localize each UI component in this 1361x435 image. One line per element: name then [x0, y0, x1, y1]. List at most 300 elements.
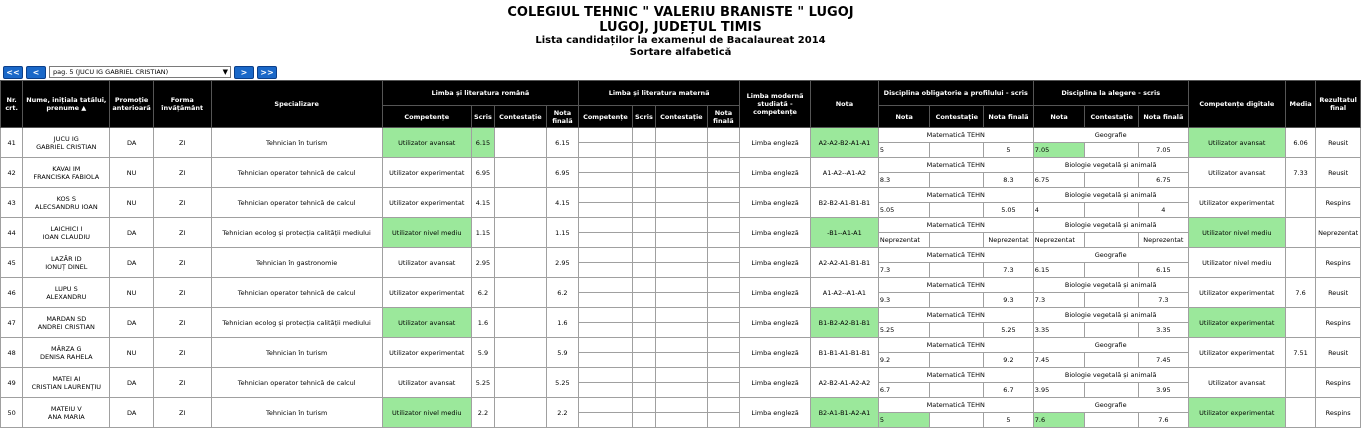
cell-nr: 49	[1, 368, 23, 398]
cell-lmat-cont	[656, 383, 708, 398]
cell-dob-name: Matematică TEHN	[878, 158, 1033, 173]
cell-lmod: Limba engleză	[740, 278, 811, 308]
cell-dob-cont	[930, 173, 984, 188]
cell-lmat-scris	[632, 338, 655, 353]
cell-promo: DA	[110, 398, 154, 428]
cell-dob-cont	[930, 383, 984, 398]
cell-lro-scris: 6.15	[471, 128, 494, 158]
cell-cd: Utilizator avansat	[1188, 368, 1285, 398]
name-line1: LUPU S	[54, 284, 78, 293]
cell-nr: 48	[1, 338, 23, 368]
name-line1: MATEIU V	[50, 404, 82, 413]
school-location: LUGOJ, JUDEȚUL TIMIS	[599, 20, 762, 35]
cell-spec: Tehnician în turism	[211, 338, 382, 368]
cell-promo: DA	[110, 128, 154, 158]
cell-dal-nf: 7.05	[1139, 143, 1189, 158]
cell-lmat-nf	[707, 383, 739, 398]
name-line1: MATEI AI	[52, 374, 81, 383]
cell-dal-nf: 7.6	[1139, 413, 1189, 428]
cell-lmat-nf	[707, 278, 739, 293]
school-title: COLEGIUL TEHNIC " VALERIU BRANISTE " LUGOJ	[507, 5, 854, 20]
col-lro-cont: Contestație	[495, 106, 547, 128]
cell-lmat-cont	[656, 398, 708, 413]
name-line2: GABRIEL CRISTIAN	[36, 142, 97, 151]
page-select-value: pag. 5 (JUCU IG GABRIEL CRISTIAN)	[53, 68, 169, 76]
cell-nr: 45	[1, 248, 23, 278]
cell-lmat-nf	[707, 353, 739, 368]
cell-lmat-comp	[579, 173, 633, 188]
cell-lmod: Limba engleză	[740, 338, 811, 368]
cell-lmat-nf	[707, 308, 739, 323]
cell-lmat-nf	[707, 203, 739, 218]
cell-dal-nf: Neprezentat	[1139, 233, 1189, 248]
cell-promo: NU	[110, 338, 154, 368]
cell-rez: Neprezentat	[1316, 218, 1361, 248]
cell-lro-cont	[495, 368, 547, 398]
cell-lmat-scris	[632, 128, 655, 143]
cell-dob-nf: Neprezentat	[984, 233, 1034, 248]
cell-lmat-scris	[632, 413, 655, 428]
cell-lmat-cont	[656, 248, 708, 263]
cell-dal-cont	[1085, 383, 1139, 398]
cell-lmat-comp	[579, 308, 633, 323]
cell-lmat-comp	[579, 188, 633, 203]
cell-name	[23, 158, 110, 188]
cell-lmod: Limba engleză	[740, 398, 811, 428]
cell-lro-scris: 1.15	[471, 218, 494, 248]
cell-lmat-cont	[656, 323, 708, 338]
cell-lro-cont	[495, 158, 547, 188]
table-row	[1, 218, 1361, 233]
cell-lmod: Limba engleză	[740, 128, 811, 158]
cell-forma: ZI	[153, 218, 211, 248]
cell-promo: NU	[110, 158, 154, 188]
cell-dob-cont	[930, 263, 984, 278]
cell-lmat-cont	[656, 293, 708, 308]
cell-lro-scris: 4.15	[471, 188, 494, 218]
cell-forma: ZI	[153, 188, 211, 218]
name-line1: MARDAN SD	[46, 314, 87, 323]
cell-lro-nf: 5.9	[546, 338, 578, 368]
cell-lmat-cont	[656, 308, 708, 323]
name-line1: KOS S	[56, 194, 76, 203]
next-page-button[interactable]: >	[234, 66, 254, 79]
cell-dob-nf: 5	[984, 413, 1034, 428]
cell-lmat-cont	[656, 368, 708, 383]
cell-lmat-comp	[579, 203, 633, 218]
name-line1: MÂRZA G	[51, 344, 82, 353]
cell-promo: DA	[110, 368, 154, 398]
table-row	[1, 248, 1361, 263]
col-lro-nf: Nota finală	[546, 106, 578, 128]
cell-forma: ZI	[153, 368, 211, 398]
cell-spec: Tehnician în turism	[211, 128, 382, 158]
cell-cd: Utilizator experimentat	[1188, 398, 1285, 428]
cell-lmat-scris	[632, 158, 655, 173]
cell-lro-scris: 2.95	[471, 248, 494, 278]
cell-lmat-nf	[707, 158, 739, 173]
cell-lro-scris: 1.6	[471, 308, 494, 338]
cell-rez: Reusit	[1316, 338, 1361, 368]
cell-dal-cont	[1085, 143, 1139, 158]
col-dob-nota: Nota	[878, 106, 930, 128]
first-page-button[interactable]: <<	[3, 66, 23, 79]
cell-dal-name: Biologie vegetală și animală	[1033, 218, 1188, 233]
cell-lmat-scris	[632, 233, 655, 248]
cell-media	[1285, 398, 1315, 428]
cell-dal-nota: 7.6	[1033, 413, 1085, 428]
cell-dob-nf: 8.3	[984, 173, 1034, 188]
cell-lmat-scris	[632, 323, 655, 338]
cell-lmat-nf	[707, 128, 739, 143]
cell-spec: Tehnician în turism	[211, 398, 382, 428]
cell-lmat-nf	[707, 173, 739, 188]
col-dob-nf: Nota finală	[984, 106, 1034, 128]
cell-lro-scris: 5.9	[471, 338, 494, 368]
cell-nota: B1-B2-A2-B1-B1	[811, 308, 879, 338]
cell-dal-nota: 7.3	[1033, 293, 1085, 308]
cell-rez: Respins	[1316, 398, 1361, 428]
cell-forma: ZI	[153, 158, 211, 188]
col-rez: Rezultatul final	[1316, 81, 1361, 128]
cell-dob-nota: 5	[878, 413, 930, 428]
cell-lmat-scris	[632, 263, 655, 278]
cell-spec: Tehnician operator tehnică de calcul	[211, 278, 382, 308]
name-line1: JUCU IG	[53, 134, 79, 143]
cell-forma: ZI	[153, 278, 211, 308]
cell-lmat-scris	[632, 353, 655, 368]
cell-lmat-nf	[707, 248, 739, 263]
cell-name	[23, 338, 110, 368]
cell-cd: Utilizator experimentat	[1188, 308, 1285, 338]
cell-media: 6.06	[1285, 128, 1315, 158]
cell-dob-name: Matematică TEHN	[878, 188, 1033, 203]
cell-lro-comp: Utilizator nivel mediu	[382, 398, 471, 428]
col-media: Media	[1285, 81, 1315, 128]
cell-nr: 41	[1, 128, 23, 158]
cell-lro-scris: 2.2	[471, 398, 494, 428]
cell-lmat-cont	[656, 158, 708, 173]
cell-dob-nf: 5.05	[984, 203, 1034, 218]
cell-dob-cont	[930, 323, 984, 338]
cell-media	[1285, 248, 1315, 278]
cell-lmat-comp	[579, 353, 633, 368]
col-name[interactable]: Nume, inițiala tatălui, prenume ▲	[23, 81, 110, 128]
cell-forma: ZI	[153, 248, 211, 278]
cell-dal-nota: 6.15	[1033, 263, 1085, 278]
cell-nota: B2-A1-B1-A2-A1	[811, 398, 879, 428]
col-dal-nota: Nota	[1033, 106, 1085, 128]
cell-nota: A1-A2--A1-A1	[811, 278, 879, 308]
cell-dal-name: Biologie vegetală și animală	[1033, 368, 1188, 383]
cell-nota: A2-A2-B2-A1-A1	[811, 128, 879, 158]
cell-lro-comp: Utilizator experimentat	[382, 338, 471, 368]
col-nr: Nr. crt.	[1, 81, 23, 128]
cell-dob-nf: 6.7	[984, 383, 1034, 398]
cell-dob-cont	[930, 143, 984, 158]
cell-dob-nf: 9.2	[984, 353, 1034, 368]
cell-cd: Utilizator experimentat	[1188, 338, 1285, 368]
cell-dob-nota: 9.2	[878, 353, 930, 368]
col-dal-cont: Contestație	[1085, 106, 1139, 128]
cell-dob-nf: 7.3	[984, 263, 1034, 278]
cell-lro-nf: 6.15	[546, 128, 578, 158]
cell-lmat-comp	[579, 233, 633, 248]
cell-lmat-scris	[632, 383, 655, 398]
cell-lmat-cont	[656, 128, 708, 143]
name-line2: DENISA RAHELA	[40, 352, 93, 361]
cell-nota: B2-B2-A1-B1-B1	[811, 188, 879, 218]
cell-lmat-cont	[656, 233, 708, 248]
cell-promo: NU	[110, 188, 154, 218]
cell-lmat-comp	[579, 338, 633, 353]
col-lro-comp: Competențe	[382, 106, 471, 128]
col-dal: Disciplina la alegere - scris	[1033, 81, 1188, 106]
cell-lro-comp: Utilizator experimentat	[382, 278, 471, 308]
cell-lmat-scris	[632, 293, 655, 308]
col-lmat-cont: Contestație	[656, 106, 708, 128]
cell-dob-nota: 9.3	[878, 293, 930, 308]
pagination-bar	[3, 66, 277, 78]
cell-promo: DA	[110, 308, 154, 338]
cell-cd: Utilizator nivel mediu	[1188, 248, 1285, 278]
cell-lro-cont	[495, 338, 547, 368]
cell-forma: ZI	[153, 398, 211, 428]
cell-cd: Utilizator experimentat	[1188, 278, 1285, 308]
name-line2: ANDREI CRISTIAN	[37, 322, 95, 331]
cell-lro-cont	[495, 218, 547, 248]
cell-rez: Respins	[1316, 248, 1361, 278]
table-row	[1, 338, 1361, 353]
name-line2: ALEXANDRU	[46, 292, 87, 301]
cell-media	[1285, 368, 1315, 398]
cell-name	[23, 248, 110, 278]
table-row	[1, 158, 1361, 173]
cell-dal-nf: 6.15	[1139, 263, 1189, 278]
col-dob: Disciplina obligatorie a profilului - scris	[878, 81, 1033, 106]
cell-media: 7.51	[1285, 338, 1315, 368]
cell-nr: 47	[1, 308, 23, 338]
cell-dal-cont	[1085, 323, 1139, 338]
col-dal-nf: Nota finală	[1139, 106, 1189, 128]
cell-name	[23, 278, 110, 308]
name-line2: ANA MARIA	[47, 412, 85, 421]
cell-lmat-nf	[707, 188, 739, 203]
cell-dal-nf: 7.3	[1139, 293, 1189, 308]
cell-lmat-nf	[707, 398, 739, 413]
cell-nr: 43	[1, 188, 23, 218]
cell-dal-nota: Neprezentat	[1033, 233, 1085, 248]
cell-lmat-cont	[656, 413, 708, 428]
cell-lmat-nf	[707, 143, 739, 158]
cell-dob-cont	[930, 353, 984, 368]
cell-name	[23, 218, 110, 248]
cell-dob-name: Matematică TEHN	[878, 398, 1033, 413]
cell-lmat-cont	[656, 218, 708, 233]
cell-lmat-comp	[579, 383, 633, 398]
cell-lro-scris: 6.95	[471, 158, 494, 188]
cell-dob-nota: 5.05	[878, 203, 930, 218]
cell-lmat-comp	[579, 398, 633, 413]
cell-lro-comp: Utilizator avansat	[382, 368, 471, 398]
cell-dal-name: Biologie vegetală și animală	[1033, 308, 1188, 323]
cell-lro-scris: 5.25	[471, 368, 494, 398]
cell-media	[1285, 218, 1315, 248]
cell-dal-nf: 7.45	[1139, 353, 1189, 368]
cell-lmat-nf	[707, 413, 739, 428]
cell-lro-comp: Utilizator avansat	[382, 128, 471, 158]
cell-spec: Tehnician operator tehnică de calcul	[211, 158, 382, 188]
cell-lro-comp: Utilizator avansat	[382, 248, 471, 278]
cell-lmat-cont	[656, 278, 708, 293]
cell-dal-cont	[1085, 263, 1139, 278]
name-line2: FRANCISKA FABIOLA	[33, 172, 100, 181]
cell-lmat-cont	[656, 353, 708, 368]
cell-cd: Utilizator nivel mediu	[1188, 218, 1285, 248]
cell-name	[23, 128, 110, 158]
cell-lmat-cont	[656, 173, 708, 188]
cell-dob-cont	[930, 293, 984, 308]
cell-media	[1285, 308, 1315, 338]
col-lmat: Limba și literatura maternă	[579, 81, 740, 106]
cell-dob-nf: 5.25	[984, 323, 1034, 338]
cell-lmat-scris	[632, 278, 655, 293]
cell-dal-nf: 6.75	[1139, 173, 1189, 188]
cell-dal-nf: 3.35	[1139, 323, 1189, 338]
cell-rez: Reusit	[1316, 278, 1361, 308]
cell-spec: Tehnician operator tehnică de calcul	[211, 368, 382, 398]
cell-lro-nf: 4.15	[546, 188, 578, 218]
cell-dal-nota: 6.75	[1033, 173, 1085, 188]
cell-lro-comp: Utilizator experimentat	[382, 158, 471, 188]
cell-dal-nota: 3.35	[1033, 323, 1085, 338]
cell-nota: B1-B1-A1-B1-B1	[811, 338, 879, 368]
cell-nr: 50	[1, 398, 23, 428]
cell-lmat-scris	[632, 368, 655, 383]
cell-lmat-scris	[632, 188, 655, 203]
cell-dal-name: Geografie	[1033, 338, 1188, 353]
name-line2: IONUȚ DINEL	[45, 262, 88, 271]
col-lmat-scris: Scris	[632, 106, 655, 128]
cell-dal-name: Biologie vegetală și animală	[1033, 188, 1188, 203]
cell-lmod: Limba engleză	[740, 308, 811, 338]
cell-dob-nf: 5	[984, 143, 1034, 158]
cell-dal-name: Geografie	[1033, 248, 1188, 263]
cell-dob-nota: 5	[878, 143, 930, 158]
page-select[interactable]	[49, 66, 231, 78]
cell-dal-cont	[1085, 293, 1139, 308]
cell-spec: Tehnician în gastronomie	[211, 248, 382, 278]
cell-lmat-cont	[656, 143, 708, 158]
cell-dob-nota: Neprezentat	[878, 233, 930, 248]
cell-lro-nf: 1.6	[546, 308, 578, 338]
cell-lro-comp: Utilizator avansat	[382, 308, 471, 338]
cell-lro-nf: 2.95	[546, 248, 578, 278]
cell-dal-nota: 7.05	[1033, 143, 1085, 158]
cell-dob-cont	[930, 233, 984, 248]
cell-name	[23, 398, 110, 428]
cell-lro-cont	[495, 308, 547, 338]
table-row	[1, 308, 1361, 323]
col-lmat-comp: Competențe	[579, 106, 633, 128]
cell-lmat-nf	[707, 233, 739, 248]
cell-promo: DA	[110, 218, 154, 248]
cell-dob-nota: 6.7	[878, 383, 930, 398]
cell-media: 7.33	[1285, 158, 1315, 188]
cell-lro-cont	[495, 188, 547, 218]
table-row	[1, 368, 1361, 383]
cell-nota: A2-A2-A1-B1-B1	[811, 248, 879, 278]
cell-lmat-comp	[579, 128, 633, 143]
col-nota: Nota	[811, 81, 879, 128]
last-page-button[interactable]: >>	[257, 66, 277, 79]
cell-rez: Respins	[1316, 188, 1361, 218]
prev-page-button[interactable]: <	[26, 66, 46, 79]
cell-lro-cont	[495, 398, 547, 428]
cell-lmod: Limba engleză	[740, 188, 811, 218]
cell-cd: Utilizator experimentat	[1188, 188, 1285, 218]
cell-nr: 42	[1, 158, 23, 188]
cell-lmat-scris	[632, 218, 655, 233]
page-header	[0, 5, 1361, 59]
cell-lmat-scris	[632, 248, 655, 263]
cell-lmat-comp	[579, 143, 633, 158]
cell-lro-nf: 1.15	[546, 218, 578, 248]
results-table	[0, 80, 1361, 428]
cell-lmat-comp	[579, 263, 633, 278]
cell-dob-nota: 5.25	[878, 323, 930, 338]
cell-lmat-scris	[632, 173, 655, 188]
cell-lmat-comp	[579, 323, 633, 338]
cell-lro-nf: 2.2	[546, 398, 578, 428]
cell-dal-cont	[1085, 413, 1139, 428]
cell-rez: Respins	[1316, 368, 1361, 398]
cell-lmat-comp	[579, 158, 633, 173]
cell-name	[23, 188, 110, 218]
cell-promo: DA	[110, 248, 154, 278]
cell-dal-name: Geografie	[1033, 128, 1188, 143]
cell-dob-cont	[930, 413, 984, 428]
cell-dal-name: Biologie vegetală și animală	[1033, 158, 1188, 173]
cell-lmat-cont	[656, 188, 708, 203]
cell-lmat-nf	[707, 338, 739, 353]
cell-lmat-nf	[707, 218, 739, 233]
table-row	[1, 188, 1361, 203]
cell-lmod: Limba engleză	[740, 158, 811, 188]
cell-lmat-cont	[656, 263, 708, 278]
name-line2: ALECSANDRU IOAN	[34, 202, 98, 211]
cell-dob-nf: 9.3	[984, 293, 1034, 308]
col-lro: Limba și literatura română	[382, 81, 578, 106]
cell-lmat-nf	[707, 293, 739, 308]
col-lmod: Limba modernă studiată - competențe	[740, 81, 811, 128]
cell-name	[23, 308, 110, 338]
cell-rez: Reusit	[1316, 158, 1361, 188]
cell-dob-name: Matematică TEHN	[878, 248, 1033, 263]
cell-lmat-scris	[632, 398, 655, 413]
cell-dal-nf: 3.95	[1139, 383, 1189, 398]
cell-forma: ZI	[153, 338, 211, 368]
table-row	[1, 278, 1361, 293]
cell-lmod: Limba engleză	[740, 218, 811, 248]
cell-lmat-scris	[632, 203, 655, 218]
cell-cd: Utilizator avansat	[1188, 158, 1285, 188]
cell-nota: A2-B2-A1-A2-A2	[811, 368, 879, 398]
cell-dob-name: Matematică TEHN	[878, 338, 1033, 353]
cell-lmat-cont	[656, 338, 708, 353]
cell-lmat-comp	[579, 368, 633, 383]
cell-lro-scris: 6.2	[471, 278, 494, 308]
